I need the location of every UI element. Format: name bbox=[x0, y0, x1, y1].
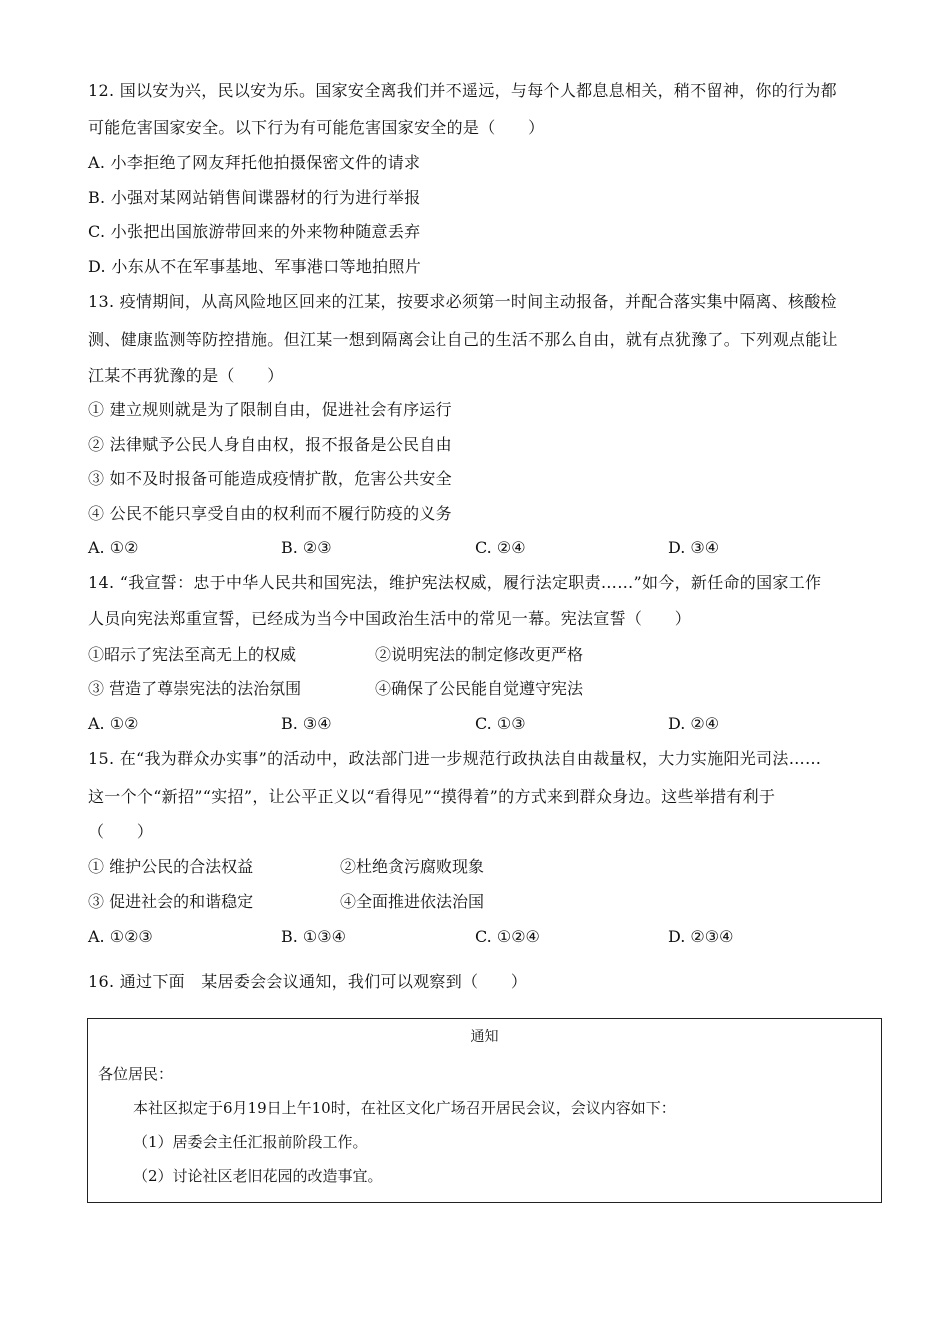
q13-stem-line1: 13. 疫情期间，从高风险地区回来的江某，按要求必须第一时间主动报备，并配合落实集中隔离、核酸检 bbox=[88, 292, 837, 311]
q13-statement-4: ④ 公民不能只享受自由的权利而不履行防疫的义务 bbox=[88, 504, 452, 523]
q12-option-a: A. 小李拒绝了网友拜托他拍摄保密文件的请求 bbox=[88, 153, 421, 172]
notice-body: 本社区拟定于6月19日上午10时，在社区文化广场召开居民会议，会议内容如下： bbox=[133, 1099, 676, 1117]
q13-stem-line3: 江某不再犹豫的是（ ） bbox=[88, 366, 284, 385]
q15-statement-2: ②杜绝贪污腐败现象 bbox=[340, 857, 485, 876]
q14-stem-line2: 人员向宪法郑重宣誓，已经成为当今中国政治生活中的常见一幕。宪法宣誓（ ） bbox=[88, 609, 692, 628]
q14-stem-line1: 14. “我宣誓：忠于中华人民共和国宪法，维护宪法权威，履行法定职责……”如今，新任命的国家工作 bbox=[88, 573, 822, 592]
q15-statement-4: ④全面推进依法治国 bbox=[340, 892, 485, 911]
q12-option-c: C. 小张把出国旅游带回来的外来物种随意丢弃 bbox=[88, 222, 421, 241]
q12-stem-line2: 可能危害国家安全。以下行为有可能危害国家安全的是（ ） bbox=[88, 118, 545, 137]
q13-choice-c: C. ②④ bbox=[475, 538, 526, 557]
q15-stem-line2: 这一个个“新招”“实招”，让公平正义以“看得见”“摸得着”的方式来到群众身边。这些举措有利于 bbox=[88, 787, 776, 806]
notice-title: 通知 bbox=[470, 1029, 499, 1045]
notice-item-2: （2）讨论社区老旧花园的改造事宜。 bbox=[133, 1167, 383, 1185]
q13-choice-b: B. ②③ bbox=[281, 538, 332, 557]
q14-statement-2: ②说明宪法的制定修改更严格 bbox=[375, 645, 584, 664]
notice-box bbox=[87, 1018, 882, 1203]
q12-option-d: D. 小东从不在军事基地、军事港口等地拍照片 bbox=[88, 257, 422, 276]
q12-stem-line1: 12. 国以安为兴，民以安为乐。国家安全离我们并不遥远，与每个人都息息相关，稍不留神，你的行为都 bbox=[88, 81, 837, 100]
q14-choice-c: C. ①③ bbox=[475, 714, 526, 733]
q15-choice-c: C. ①②④ bbox=[475, 927, 540, 946]
q12-option-b: B. 小强对某网站销售间谍器材的行为进行举报 bbox=[88, 188, 421, 207]
q14-choice-d: D. ②④ bbox=[668, 714, 720, 733]
q13-stem-line2: 测、健康监测等防控措施。但江某一想到隔离会让自己的生活不那么自由，就有点犹豫了。下列观点能让 bbox=[88, 330, 838, 349]
q15-statement-1: ① 维护公民的合法权益 bbox=[88, 857, 254, 876]
q13-choice-a: A. ①② bbox=[88, 538, 139, 557]
q13-statement-1: ① 建立规则就是为了限制自由，促进社会有序运行 bbox=[88, 400, 452, 419]
q15-choice-b: B. ①③④ bbox=[281, 927, 346, 946]
q14-statement-4: ④确保了公民能自觉遵守宪法 bbox=[375, 679, 584, 698]
q14-choice-b: B. ③④ bbox=[281, 714, 332, 733]
q14-choice-a: A. ①② bbox=[88, 714, 139, 733]
q14-statement-3: ③ 营造了尊崇宪法的法治氛围 bbox=[88, 679, 302, 698]
q15-stem-line1: 15. 在“我为群众办实事”的活动中，政法部门进一步规范行政执法自由裁量权，大力实施阳光司法…… bbox=[88, 749, 822, 768]
q16-stem: 16. 通过下面 某居委会会议通知，我们可以观察到（ ） bbox=[88, 972, 528, 991]
q13-statement-3: ③ 如不及时报备可能造成疫情扩散，危害公共安全 bbox=[88, 469, 452, 488]
notice-greeting: 各位居民： bbox=[98, 1065, 174, 1083]
q13-choice-d: D. ③④ bbox=[668, 538, 720, 557]
notice-item-1: （1）居委会主任汇报前阶段工作。 bbox=[133, 1133, 368, 1151]
q14-statement-1: ①昭示了宪法至高无上的权威 bbox=[88, 645, 297, 664]
q15-statement-3: ③ 促进社会的和谐稳定 bbox=[88, 892, 254, 911]
q15-stem-line3: （ ） bbox=[88, 822, 154, 841]
q15-choice-d: D. ②③④ bbox=[668, 927, 734, 946]
q13-statement-2: ② 法律赋予公民人身自由权，报不报备是公民自由 bbox=[88, 435, 452, 454]
q15-choice-a: A. ①②③ bbox=[88, 927, 153, 946]
